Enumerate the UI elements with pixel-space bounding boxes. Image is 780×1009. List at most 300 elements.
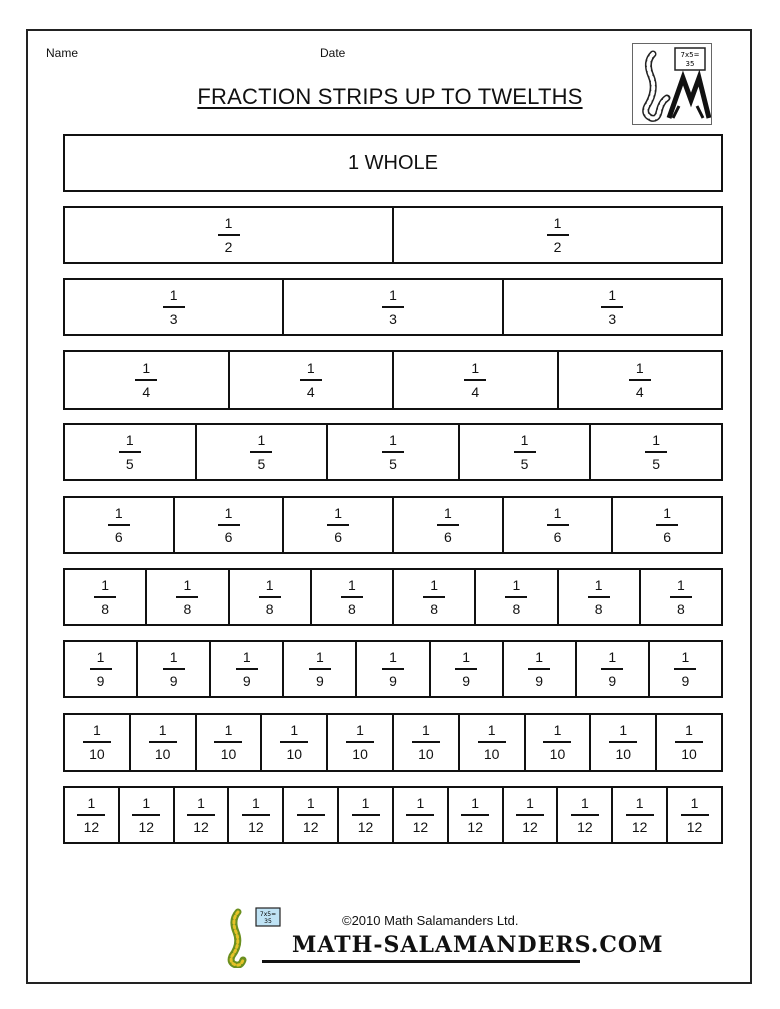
fraction-cell bbox=[195, 425, 327, 479]
fraction bbox=[163, 649, 185, 690]
whole-strip bbox=[63, 134, 723, 192]
fraction-cell bbox=[173, 498, 283, 552]
fraction-cell bbox=[173, 788, 228, 842]
fraction-cell bbox=[65, 642, 136, 696]
fraction-denominator: 10 bbox=[286, 746, 303, 762]
fraction-bar bbox=[297, 814, 325, 816]
fraction-cell bbox=[458, 425, 590, 479]
fraction-bar bbox=[108, 524, 130, 526]
fraction-bar bbox=[543, 741, 571, 743]
fraction-bar bbox=[163, 668, 185, 670]
fraction-denominator: 10 bbox=[418, 746, 434, 762]
fraction bbox=[382, 287, 404, 328]
logo-board-text-1: 7x5= bbox=[680, 51, 700, 59]
fraction-bar bbox=[423, 596, 445, 598]
fraction-numerator: 1 bbox=[608, 648, 617, 665]
footer-board-text-2: 35 bbox=[264, 918, 272, 925]
fraction-cell bbox=[310, 570, 392, 624]
fraction-denominator: 5 bbox=[652, 455, 661, 472]
fraction-numerator: 1 bbox=[594, 576, 603, 593]
fraction-bar bbox=[90, 668, 112, 670]
strip-5ths bbox=[63, 423, 723, 481]
fraction-numerator: 1 bbox=[690, 794, 699, 811]
fraction-numerator: 1 bbox=[306, 359, 315, 376]
fraction-denominator: 10 bbox=[154, 746, 171, 762]
fraction-cell bbox=[118, 788, 173, 842]
fraction-cell bbox=[326, 425, 458, 479]
fraction-numerator: 1 bbox=[142, 794, 151, 811]
fraction-bar bbox=[670, 596, 692, 598]
fraction bbox=[543, 722, 571, 763]
fraction-cell bbox=[524, 715, 590, 770]
fraction bbox=[250, 432, 272, 473]
fraction-cell bbox=[556, 788, 611, 842]
fraction-cell bbox=[65, 788, 118, 842]
fraction-denominator: 3 bbox=[608, 310, 617, 327]
fraction-bar bbox=[675, 741, 703, 743]
fraction bbox=[280, 722, 308, 763]
fraction bbox=[218, 505, 240, 546]
fraction-cell bbox=[611, 498, 721, 552]
fraction-cell bbox=[611, 788, 666, 842]
fraction bbox=[601, 649, 623, 690]
date-label: Date bbox=[320, 46, 346, 60]
fraction-bar bbox=[516, 814, 544, 816]
fraction bbox=[309, 649, 331, 690]
fraction-numerator: 1 bbox=[92, 722, 101, 738]
fraction-numerator: 1 bbox=[389, 431, 397, 448]
fraction bbox=[412, 722, 440, 763]
fraction bbox=[423, 577, 445, 618]
fraction-cell bbox=[65, 715, 129, 770]
fraction bbox=[327, 505, 349, 546]
fraction-denominator: 12 bbox=[83, 818, 100, 835]
fraction-denominator: 12 bbox=[467, 818, 483, 835]
fraction-numerator: 1 bbox=[471, 794, 480, 811]
fraction-cell bbox=[228, 352, 393, 408]
fraction-numerator: 1 bbox=[142, 359, 151, 376]
strip-10ths bbox=[63, 713, 723, 772]
fraction-denominator: 12 bbox=[412, 818, 429, 835]
fraction-bar bbox=[514, 451, 536, 453]
fraction-numerator: 1 bbox=[257, 431, 266, 448]
fraction-denominator: 2 bbox=[553, 238, 562, 255]
fraction-numerator: 1 bbox=[125, 431, 134, 448]
fraction bbox=[108, 505, 130, 546]
fraction-cell bbox=[474, 570, 556, 624]
fraction-bar bbox=[382, 668, 404, 670]
fraction bbox=[242, 795, 270, 836]
fraction-cell bbox=[282, 498, 392, 552]
fraction-bar bbox=[478, 741, 506, 743]
fraction bbox=[437, 505, 459, 546]
fraction bbox=[259, 577, 281, 618]
copyright-text: ©2010 Math Salamanders Ltd. bbox=[342, 913, 519, 928]
fraction bbox=[218, 215, 240, 256]
fraction-denominator: 12 bbox=[138, 818, 155, 835]
fraction-cell bbox=[129, 715, 195, 770]
fraction-bar bbox=[464, 379, 486, 381]
fraction-cell bbox=[209, 642, 282, 696]
fraction-bar bbox=[609, 741, 637, 743]
fraction-bar bbox=[437, 524, 459, 526]
fraction bbox=[83, 722, 111, 763]
fraction-cell bbox=[355, 642, 428, 696]
fraction-denominator: 10 bbox=[681, 746, 697, 762]
fraction-denominator: 9 bbox=[242, 672, 251, 689]
fraction-numerator: 1 bbox=[685, 722, 693, 738]
fraction-cell bbox=[65, 498, 173, 552]
fraction-bar bbox=[94, 596, 116, 598]
fraction bbox=[516, 795, 544, 836]
fraction-numerator: 1 bbox=[526, 794, 534, 811]
fraction-bar bbox=[218, 234, 240, 236]
fraction-denominator: 9 bbox=[462, 672, 470, 689]
fraction-denominator: 8 bbox=[676, 600, 685, 617]
fraction bbox=[300, 360, 322, 401]
fraction-denominator: 8 bbox=[512, 600, 521, 617]
fraction-cell bbox=[260, 715, 326, 770]
fraction-denominator: 10 bbox=[483, 746, 500, 762]
fraction-denominator: 9 bbox=[535, 672, 544, 689]
fraction-denominator: 9 bbox=[315, 672, 324, 689]
fraction-bar bbox=[77, 814, 105, 816]
fraction bbox=[464, 360, 486, 401]
fraction bbox=[601, 287, 623, 328]
fraction-numerator: 1 bbox=[96, 648, 105, 665]
fraction-bar bbox=[341, 596, 363, 598]
fraction-bar bbox=[132, 814, 160, 816]
fraction-cell bbox=[655, 715, 721, 770]
fraction-cell bbox=[392, 352, 557, 408]
fraction-bar bbox=[242, 814, 270, 816]
fraction bbox=[352, 795, 380, 836]
fraction-numerator: 1 bbox=[535, 648, 544, 665]
fraction-bar bbox=[300, 379, 322, 381]
fraction-bar bbox=[412, 741, 440, 743]
fraction-bar bbox=[656, 524, 678, 526]
fraction-cell bbox=[136, 642, 209, 696]
fraction-bar bbox=[461, 814, 489, 816]
fraction-denominator: 2 bbox=[224, 238, 233, 255]
fraction-numerator: 1 bbox=[169, 648, 178, 665]
fraction-denominator: 8 bbox=[183, 600, 192, 617]
fraction-bar bbox=[601, 668, 623, 670]
fraction-cell bbox=[589, 715, 655, 770]
fraction bbox=[571, 795, 599, 836]
fraction-bar bbox=[528, 668, 550, 670]
fraction-denominator: 5 bbox=[125, 455, 134, 472]
fraction bbox=[132, 795, 160, 836]
fraction-bar bbox=[588, 596, 610, 598]
fraction bbox=[236, 649, 258, 690]
fraction-numerator: 1 bbox=[416, 794, 425, 811]
fraction bbox=[187, 795, 215, 836]
fraction-cell bbox=[65, 352, 228, 408]
fraction bbox=[626, 795, 654, 836]
fraction bbox=[547, 505, 569, 546]
fraction-bar bbox=[187, 814, 215, 816]
fraction-bar bbox=[547, 524, 569, 526]
strip-3ths bbox=[63, 278, 723, 336]
name-label: Name bbox=[46, 46, 79, 60]
fraction bbox=[119, 432, 141, 473]
fraction bbox=[176, 577, 198, 618]
fraction-cell bbox=[337, 788, 392, 842]
fraction-bar bbox=[406, 814, 434, 816]
fraction bbox=[341, 577, 363, 618]
fraction bbox=[406, 795, 434, 836]
fraction bbox=[514, 432, 536, 473]
fraction bbox=[346, 722, 374, 763]
fraction-cell bbox=[392, 715, 458, 770]
fraction bbox=[670, 577, 692, 618]
fraction-cell bbox=[392, 788, 447, 842]
fraction-bar bbox=[280, 741, 308, 743]
fraction-denominator: 12 bbox=[686, 818, 703, 835]
fraction-cell bbox=[648, 642, 721, 696]
fraction-denominator: 4 bbox=[142, 383, 151, 400]
fraction bbox=[674, 649, 696, 690]
whole-label: 1 WHOLE bbox=[347, 151, 439, 174]
fraction-bar bbox=[601, 306, 623, 308]
fraction-bar bbox=[455, 668, 477, 670]
fraction-denominator: 3 bbox=[389, 310, 397, 327]
fraction-numerator: 1 bbox=[169, 286, 178, 303]
fraction-cell bbox=[145, 570, 227, 624]
fraction-numerator: 1 bbox=[361, 794, 370, 811]
fraction-numerator: 1 bbox=[334, 504, 343, 521]
fraction-cell bbox=[282, 642, 355, 696]
fraction-numerator: 1 bbox=[389, 286, 397, 303]
fraction bbox=[547, 215, 569, 256]
fraction-cell bbox=[575, 642, 648, 696]
fraction bbox=[588, 577, 610, 618]
fraction-denominator: 10 bbox=[220, 746, 237, 762]
fraction-cell bbox=[557, 570, 639, 624]
fraction bbox=[656, 505, 678, 546]
fraction-numerator: 1 bbox=[356, 722, 364, 738]
fraction-bar bbox=[645, 451, 667, 453]
fraction-numerator: 1 bbox=[487, 722, 496, 738]
fraction-numerator: 1 bbox=[580, 794, 589, 811]
fraction-cell bbox=[639, 570, 721, 624]
page-title: FRACTION STRIPS UP TO TWELTHS bbox=[197, 84, 583, 109]
fraction bbox=[461, 795, 489, 836]
fraction-bar bbox=[382, 306, 404, 308]
fraction-denominator: 6 bbox=[114, 528, 123, 545]
footer-board-text-1: 7x5= bbox=[259, 911, 277, 918]
fraction-denominator: 9 bbox=[96, 672, 105, 689]
fraction-numerator: 1 bbox=[101, 576, 110, 593]
fraction-numerator: 1 bbox=[389, 648, 397, 665]
fraction-bar bbox=[119, 451, 141, 453]
fraction-bar bbox=[629, 379, 651, 381]
fraction-cell bbox=[65, 425, 195, 479]
brand-text: MATH-SALAMANDERS.COM bbox=[292, 932, 664, 958]
fraction-cell bbox=[65, 280, 282, 334]
fraction-numerator: 1 bbox=[242, 648, 251, 665]
fraction bbox=[163, 287, 185, 328]
fraction-bar bbox=[259, 596, 281, 598]
fraction-cell bbox=[392, 208, 721, 262]
fraction-denominator: 8 bbox=[594, 600, 603, 617]
strip-2ths bbox=[63, 206, 723, 264]
fraction-cell bbox=[195, 715, 261, 770]
fraction-cell bbox=[392, 570, 474, 624]
fraction bbox=[382, 432, 404, 473]
fraction-numerator: 1 bbox=[553, 214, 562, 231]
fraction-denominator: 10 bbox=[549, 746, 566, 762]
fraction-denominator: 10 bbox=[352, 746, 368, 762]
fraction-bar bbox=[135, 379, 157, 381]
fraction-denominator: 4 bbox=[306, 383, 315, 400]
fraction-bar bbox=[83, 741, 111, 743]
fraction-cell bbox=[502, 788, 557, 842]
fraction-denominator: 12 bbox=[522, 818, 538, 835]
fraction bbox=[675, 722, 703, 763]
fraction-denominator: 9 bbox=[608, 672, 617, 689]
fraction-denominator: 12 bbox=[302, 818, 319, 835]
fraction-cell bbox=[666, 788, 721, 842]
fraction-bar bbox=[236, 668, 258, 670]
brand-underline bbox=[262, 960, 580, 963]
fraction-bar bbox=[214, 741, 242, 743]
fraction-denominator: 6 bbox=[443, 528, 452, 545]
fraction-cell bbox=[502, 280, 721, 334]
fraction-bar bbox=[674, 668, 696, 670]
fraction bbox=[455, 649, 477, 690]
fraction-denominator: 4 bbox=[635, 383, 644, 400]
fraction-bar bbox=[547, 234, 569, 236]
fraction bbox=[528, 649, 550, 690]
fraction-denominator: 6 bbox=[334, 528, 343, 545]
fraction-cell bbox=[282, 788, 337, 842]
fraction bbox=[149, 722, 177, 763]
fraction-bar bbox=[626, 814, 654, 816]
fraction-denominator: 10 bbox=[615, 746, 632, 762]
fraction-bar bbox=[346, 741, 374, 743]
fraction-numerator: 1 bbox=[462, 648, 470, 665]
fraction-denominator: 9 bbox=[681, 672, 690, 689]
fraction-numerator: 1 bbox=[635, 794, 644, 811]
strip-12ths bbox=[63, 786, 723, 844]
fraction bbox=[609, 722, 637, 763]
fraction-numerator: 1 bbox=[114, 504, 123, 521]
fraction-numerator: 1 bbox=[265, 576, 274, 593]
fraction-denominator: 5 bbox=[520, 455, 529, 472]
fraction-cell bbox=[557, 352, 722, 408]
fraction-bar bbox=[309, 668, 331, 670]
fraction-denominator: 8 bbox=[347, 600, 356, 617]
fraction-cell bbox=[227, 788, 282, 842]
fraction-numerator: 1 bbox=[347, 576, 356, 593]
fraction-numerator: 1 bbox=[443, 504, 452, 521]
fraction-denominator: 12 bbox=[577, 818, 593, 835]
fraction bbox=[681, 795, 709, 836]
fraction-bar bbox=[163, 306, 185, 308]
fraction-denominator: 9 bbox=[389, 672, 397, 689]
fraction-cell bbox=[326, 715, 392, 770]
fraction-numerator: 1 bbox=[224, 504, 233, 521]
fraction-bar bbox=[505, 596, 527, 598]
fraction-bar bbox=[327, 524, 349, 526]
fraction-numerator: 1 bbox=[681, 648, 690, 665]
fraction-denominator: 3 bbox=[169, 310, 178, 327]
fraction bbox=[214, 722, 242, 763]
fraction-denominator: 5 bbox=[257, 455, 266, 472]
fraction-bar bbox=[382, 451, 404, 453]
fraction-cell bbox=[447, 788, 502, 842]
logo-board-text-2: 35 bbox=[685, 60, 695, 68]
strip-9ths bbox=[63, 640, 723, 698]
fraction-numerator: 1 bbox=[471, 359, 480, 376]
fraction bbox=[94, 577, 116, 618]
fraction-cell bbox=[282, 280, 501, 334]
fraction-numerator: 1 bbox=[608, 286, 617, 303]
fraction-cell bbox=[502, 498, 612, 552]
fraction bbox=[382, 649, 404, 690]
strip-6ths bbox=[63, 496, 723, 554]
fraction-denominator: 8 bbox=[265, 600, 274, 617]
fraction bbox=[505, 577, 527, 618]
fraction-cell bbox=[65, 570, 145, 624]
fraction-bar bbox=[250, 451, 272, 453]
fraction-numerator: 1 bbox=[663, 504, 672, 521]
fraction bbox=[297, 795, 325, 836]
fraction-denominator: 4 bbox=[471, 383, 480, 400]
fraction-numerator: 1 bbox=[306, 794, 315, 811]
fraction-bar bbox=[218, 524, 240, 526]
fraction bbox=[629, 360, 651, 401]
fraction-bar bbox=[176, 596, 198, 598]
fraction-bar bbox=[681, 814, 709, 816]
fraction-numerator: 1 bbox=[421, 722, 430, 738]
fraction-numerator: 1 bbox=[553, 722, 562, 738]
fraction-cell bbox=[502, 642, 575, 696]
fraction-numerator: 1 bbox=[183, 576, 192, 593]
fraction-numerator: 1 bbox=[619, 722, 628, 738]
fraction-denominator: 12 bbox=[631, 818, 648, 835]
strip-4ths bbox=[63, 350, 723, 410]
fraction bbox=[90, 649, 112, 690]
fraction-denominator: 12 bbox=[248, 818, 264, 835]
fraction-cell bbox=[429, 642, 502, 696]
fraction-numerator: 1 bbox=[197, 794, 205, 811]
fraction-numerator: 1 bbox=[635, 359, 644, 376]
fraction bbox=[478, 722, 506, 763]
fraction bbox=[77, 795, 105, 836]
fraction-denominator: 12 bbox=[357, 818, 374, 835]
fraction-numerator: 1 bbox=[520, 431, 529, 448]
fraction-numerator: 1 bbox=[290, 722, 299, 738]
fraction-cell bbox=[589, 425, 721, 479]
fraction-denominator: 12 bbox=[193, 818, 209, 835]
fraction-cell bbox=[458, 715, 524, 770]
fraction-denominator: 10 bbox=[89, 746, 105, 762]
fraction-denominator: 6 bbox=[663, 528, 672, 545]
fraction-numerator: 1 bbox=[224, 722, 233, 738]
footer-salamander-icon bbox=[222, 906, 284, 968]
fraction bbox=[645, 432, 667, 473]
fraction-numerator: 1 bbox=[224, 214, 233, 231]
fraction-numerator: 1 bbox=[676, 576, 685, 593]
fraction-cell bbox=[228, 570, 310, 624]
fraction-denominator: 9 bbox=[169, 672, 178, 689]
strip-8ths bbox=[63, 568, 723, 626]
fraction-denominator: 6 bbox=[553, 528, 562, 545]
fraction-bar bbox=[352, 814, 380, 816]
